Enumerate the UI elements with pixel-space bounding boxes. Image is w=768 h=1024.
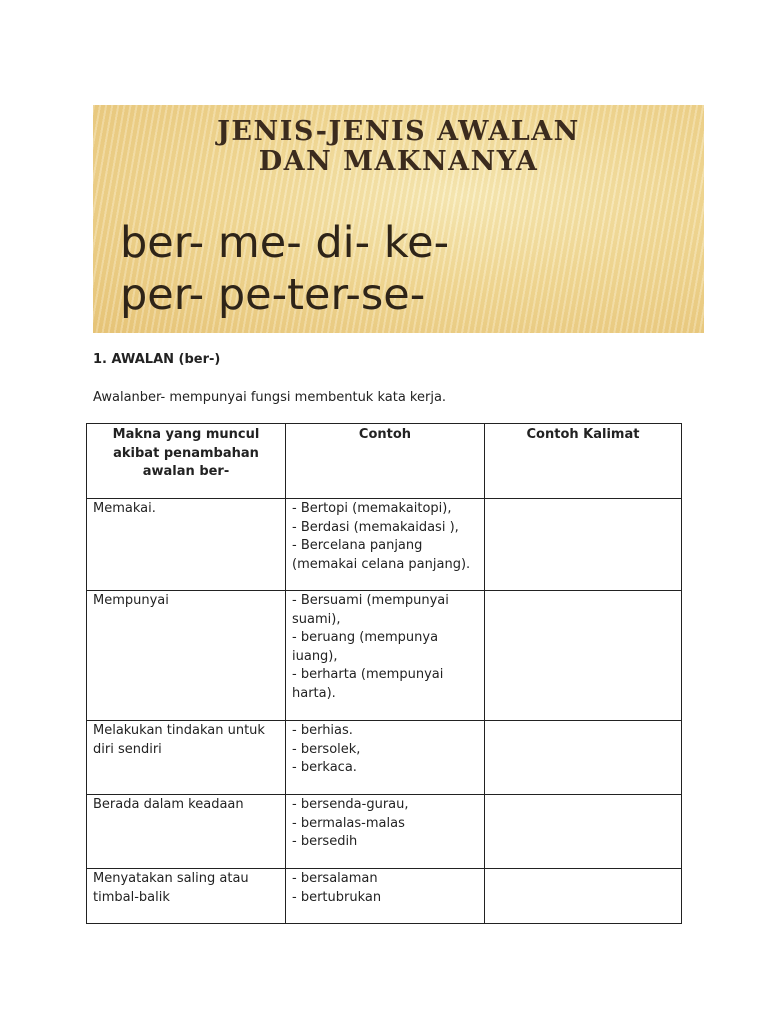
banner-title	[93, 117, 704, 177]
table-header-row	[87, 424, 682, 499]
cell-sentence	[485, 869, 682, 924]
header-meaning	[87, 424, 286, 499]
meaning-line: Memakai.	[93, 501, 156, 516]
example-line: - Berdasi (memakaidasi ),	[292, 519, 459, 535]
meaning-line: Berada dalam keadaan	[93, 797, 244, 812]
header-meaning-line: akibat penambahan	[113, 445, 259, 461]
example-line: (memakai celana panjang).	[292, 556, 471, 572]
example-line: - Bersuami (mempunyai	[292, 593, 449, 608]
header-meaning-line: Makna yang muncul	[112, 427, 260, 442]
example-line: - Bertopi (memakaitopi),	[292, 501, 452, 516]
example-line: - Bercelana panjang	[292, 538, 423, 553]
example-line: - bersenda-gurau,	[292, 797, 409, 812]
example-line: - bermalas-malas	[292, 815, 405, 831]
meaning-line: timbal-balik	[93, 889, 170, 905]
table-row	[87, 869, 682, 924]
meaning-line: diri sendiri	[93, 741, 162, 757]
example-line: - berkaca.	[292, 760, 357, 775]
cell-examples	[286, 499, 485, 591]
banner-prefix-line: ber- me- di- ke-	[120, 218, 450, 268]
example-line: - berhias.	[292, 723, 353, 738]
header-example: Contoh	[286, 424, 485, 499]
cell-examples	[286, 869, 485, 924]
banner-title-line: DAN MAKNANYA	[258, 146, 539, 177]
example-line: - berharta (mempunyai	[292, 667, 444, 682]
section-title: 1. AWALAN (ber-)	[93, 352, 221, 367]
cell-examples	[286, 721, 485, 795]
example-line: - bersolek,	[292, 741, 361, 757]
cell-sentence	[485, 591, 682, 721]
cell-sentence	[485, 499, 682, 591]
table-row	[87, 499, 682, 591]
prefix-meaning-table	[86, 423, 682, 924]
banner-prefix-list	[120, 217, 449, 321]
cell-meaning	[87, 499, 286, 591]
example-line: - bersedih	[292, 834, 358, 849]
cell-examples	[286, 795, 485, 869]
header-sentence: Contoh Kalimat	[485, 424, 682, 499]
table-row	[87, 721, 682, 795]
header-meaning-line: awalan ber-	[142, 464, 230, 479]
cell-examples	[286, 591, 485, 721]
example-line: - bersalaman	[292, 871, 378, 886]
meaning-line: Menyatakan saling atau	[93, 871, 249, 886]
table-row	[87, 591, 682, 721]
example-line: harta).	[292, 685, 336, 701]
meaning-line: Melakukan tindakan untuk	[93, 723, 265, 738]
cell-meaning	[87, 591, 286, 721]
example-line: - bertubrukan	[292, 889, 382, 905]
table-row	[87, 795, 682, 869]
cell-sentence	[485, 721, 682, 795]
title-banner	[93, 105, 704, 333]
meaning-line: Mempunyai	[93, 593, 169, 608]
cell-meaning	[87, 869, 286, 924]
example-line: - beruang (mempunya	[292, 630, 439, 645]
cell-sentence	[485, 795, 682, 869]
banner-title-line: JENIS-JENIS AWALAN	[217, 116, 580, 147]
example-line: iuang),	[292, 648, 338, 664]
banner-prefix-line: per- pe-ter-se-	[120, 270, 426, 320]
section-description: Awalanber- mempunyai fungsi membentuk kata kerja.	[93, 390, 447, 405]
cell-meaning	[87, 721, 286, 795]
example-line: suami),	[292, 611, 341, 627]
cell-meaning	[87, 795, 286, 869]
